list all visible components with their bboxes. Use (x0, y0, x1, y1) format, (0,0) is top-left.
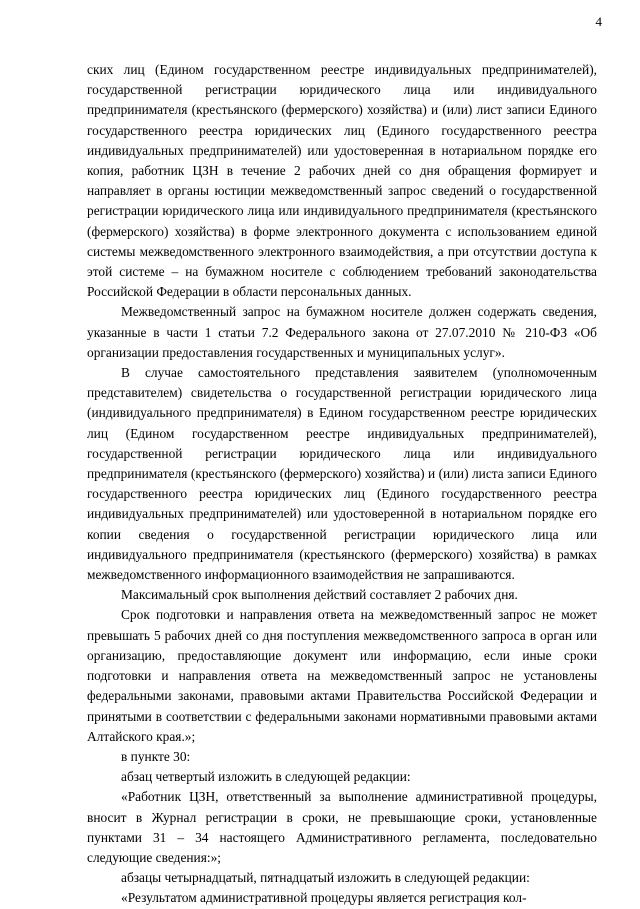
paragraph-point-30: в пункте 30: (121, 748, 191, 764)
page-number: 4 (595, 14, 602, 29)
paragraph-journal-entry: «Работник ЦЗН, ответственный за выполнение административной процедуры, вносит в Журнал регистрации в сроки, не превышающие сроки, установленные пунктами 31 – 34 настоящего Административного регламента, последовательно следующие сведения:»; (87, 789, 597, 865)
paragraph-paper-request: Межведомственный запрос на бумажном носителе должен содержать сведения, указанные в части 1 статьи 7.2 Федерального закона от 27.07.2010 № 210-ФЗ «Об организации предоставления государственных и муниципальных услуг». (87, 304, 597, 360)
paragraph-14-15-abzac: абзацы четырнадцатый, пятнадцатый изложить в следующей редакции: (121, 870, 530, 886)
document-body (87, 60, 597, 909)
paragraph-fourth-abzac: абзац четвертый изложить в следующей редакции: (121, 769, 411, 785)
paragraph-self-submission: В случае самостоятельного представления заявителем (уполномоченным представителем) свидетельства о государственной регистрации юридического лица (индивидуального предпринимателя) в Едином государственном реестре юридических лиц (Едином государственном реестре индивидуальных предпринимателей), государственной регистрации юридического лица или индивидуального предпринимателя (крестьянского (фермерского) хозяйства) и (или) листа записи Единого государственного реестра юридических лиц (Единого государственного реестра индивидуальных предпринимателей) или удостоверенной в нотариальном порядке его копии сведения о государственной регистрации юридического лица или индивидуального предпринимателя (крестьянского (фермерского) хозяйства) в рамках межведомственного информационного взаимодействия не запрашиваются. (87, 365, 597, 583)
paragraph-max-term: Максимальный срок выполнения действий составляет 2 рабочих дня. (121, 587, 518, 603)
paragraph-response-term: Срок подготовки и направления ответа на межведомственный запрос не может превышать 5 рабочих дней со дня поступления межведомственного запроса в орган или организацию, предоставляющие документ или информацию, если иные сроки подготовки и направления ответа на межведомственный запрос не установлены федеральными законами, правовыми актами Правительства Российской Федерации и принятыми в соответствии с федеральными законами нормативными правовыми актами Алтайского края.»; (87, 607, 597, 744)
paragraph-egrul-request: ских лиц (Едином государственном реестре индивидуальных предпринимателей), государственной регистрации юридического лица или индивидуального предпринимателя (крестьянского (фермерского) хозяйства) и (или) лист записи Единого государственного реестра юридических лиц (Единого государственного реестра индивидуальных предпринимателей) или удостоверенная в нотариальном порядке его копия, работник ЦЗН в течение 2 рабочих дней со дня обращения формирует и направляет в органы юстиции межведомственный запрос сведений о государственной регистрации юридического лица или индивидуального предпринимателя (крестьянского (фермерского) хозяйства) в форме электронного документа с использованием единой системы межведомственного электронного взаимодействия, а при отсутствии доступа к этой системе – на бумажном носителе с соблюдением требований законодательства Российской Федерации в области персональных данных. (87, 62, 597, 300)
paragraph-result: «Результатом административной процедуры является регистрация кол- (121, 890, 527, 906)
